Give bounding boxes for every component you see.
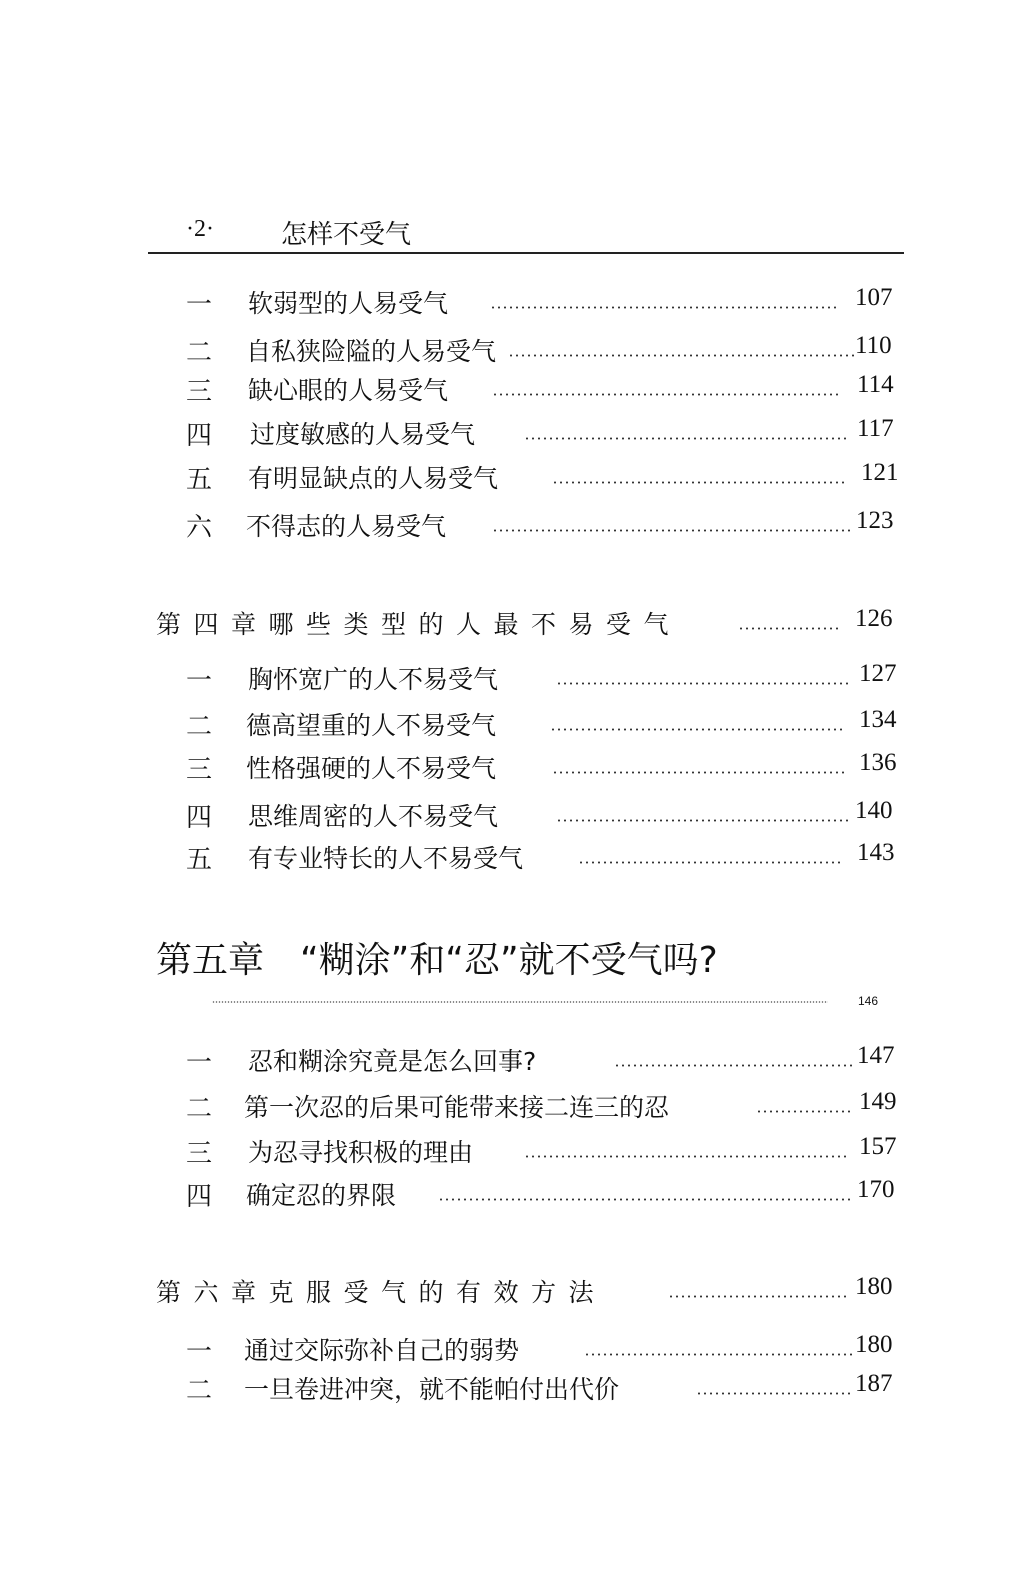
entry-number: 一 (186, 290, 213, 320)
entry-page: 114 (857, 371, 894, 398)
toc-entry (0, 284, 1035, 324)
entry-title: 第一次忍的后果可能带来接二连三的忍 (244, 1093, 670, 1122)
entry-number: 二 (186, 712, 213, 742)
toc-entry (0, 1176, 1035, 1216)
entry-page: 143 (857, 839, 895, 866)
chapter-page: 180 (855, 1273, 893, 1300)
dot-leader (556, 682, 848, 685)
entry-number: 六 (186, 513, 213, 543)
entry-title: 有专业特长的人不易受气 (248, 844, 524, 873)
entry-title: 忍和糊涂究竟是怎么回事? (248, 1047, 537, 1076)
toc-entry (0, 660, 1035, 700)
entry-number: 二 (186, 1094, 213, 1124)
dot-leader (556, 819, 852, 822)
dot-leader (696, 1392, 852, 1395)
entry-page: 147 (857, 1042, 895, 1069)
entry-page: 136 (859, 749, 897, 776)
toc-entry (0, 706, 1035, 746)
dot-leader (492, 393, 842, 396)
entry-title: 胸怀宽广的人不易受气 (248, 665, 499, 694)
dot-leader (524, 1155, 846, 1158)
toc-entry (0, 1133, 1035, 1173)
entry-title: 性格强硬的人不易受气 (246, 754, 497, 783)
chapter-heading (0, 605, 1035, 645)
toc-entry (0, 749, 1035, 789)
entry-number: 四 (186, 421, 213, 451)
toc-entry (0, 1088, 1035, 1128)
dot-leader (212, 1001, 828, 1003)
entry-page: 110 (855, 332, 892, 359)
toc-entry (0, 371, 1035, 411)
chapter-page: 146 (858, 994, 879, 1008)
entry-page: 121 (861, 459, 899, 486)
dot-leader (668, 1295, 850, 1298)
dot-leader (584, 1353, 852, 1356)
entry-title: 过度敏感的人易受气 (250, 420, 476, 449)
entry-page: 140 (855, 797, 893, 824)
entry-page: 107 (855, 284, 893, 311)
entry-number: 二 (186, 1376, 213, 1406)
entry-page: 187 (855, 1370, 893, 1397)
entry-number: 一 (186, 1048, 213, 1078)
entry-number: 四 (186, 1182, 213, 1212)
entry-title: 自私狭险隘的人易受气 (246, 337, 497, 366)
dot-leader (438, 1198, 854, 1201)
entry-page: 127 (859, 660, 897, 687)
entry-title: 德高望重的人不易受气 (246, 711, 497, 740)
entry-page: 134 (859, 706, 897, 733)
entry-title: 思维周密的人不易受气 (248, 802, 499, 831)
dot-leader (492, 529, 854, 532)
chapter-title: 第五章 “糊涂”和“忍”就不受气吗? (156, 940, 718, 981)
toc-entry (0, 415, 1035, 455)
dot-leader (550, 728, 844, 731)
toc-entry (0, 839, 1035, 879)
entry-title: 缺心眼的人易受气 (248, 376, 449, 405)
toc-entry (0, 1042, 1035, 1082)
entry-page: 149 (859, 1088, 897, 1115)
toc-entry (0, 1331, 1035, 1371)
toc-entry (0, 332, 1035, 372)
dot-leader (756, 1110, 850, 1113)
entry-number: 三 (186, 377, 213, 407)
entry-number: 四 (186, 803, 213, 833)
toc-entry (0, 797, 1035, 837)
chapter-heading (0, 1273, 1035, 1313)
entry-title: 软弱型的人易受气 (248, 289, 449, 318)
entry-number: 二 (186, 338, 213, 368)
entry-number: 五 (186, 845, 213, 875)
entry-title: 一旦卷进冲突，就不能帕付出代价 (244, 1375, 620, 1404)
dot-leader (508, 354, 854, 357)
toc-entry (0, 1370, 1035, 1410)
entry-page: 117 (857, 415, 894, 442)
entry-title: 通过交际弥补自己的弱势 (244, 1336, 520, 1365)
dot-leader (524, 437, 846, 440)
toc-entry (0, 459, 1035, 499)
dot-leader (614, 1064, 854, 1067)
entry-title: 为忍寻找积极的理由 (248, 1138, 474, 1167)
entry-page: 170 (857, 1176, 895, 1203)
entry-page: 123 (856, 507, 894, 534)
dot-leader (490, 306, 840, 309)
dot-leader (738, 627, 840, 630)
entry-number: 三 (186, 755, 213, 785)
dot-leader (552, 771, 846, 774)
chapter-page: 126 (855, 605, 893, 632)
chapter-title: 第六章克服受气的有效方法 (156, 1278, 607, 1307)
entry-number: 三 (186, 1139, 213, 1169)
entry-title: 不得志的人易受气 (246, 512, 447, 541)
entry-page: 180 (855, 1331, 893, 1358)
toc-entry (0, 507, 1035, 547)
dot-leader (552, 481, 846, 484)
entry-page: 157 (859, 1133, 897, 1160)
entry-title: 确定忍的界限 (246, 1181, 397, 1210)
entry-number: 一 (186, 666, 213, 696)
entry-title: 有明显缺点的人易受气 (248, 464, 499, 493)
entry-number: 五 (186, 465, 213, 495)
dot-leader (578, 861, 844, 864)
entry-number: 一 (186, 1337, 213, 1367)
chapter-title: 第四章哪些类型的人最不易受气 (156, 610, 682, 639)
book-title: 怎样不受气 (281, 220, 412, 250)
running-header (148, 214, 904, 254)
page-number: ·2· (186, 216, 214, 242)
